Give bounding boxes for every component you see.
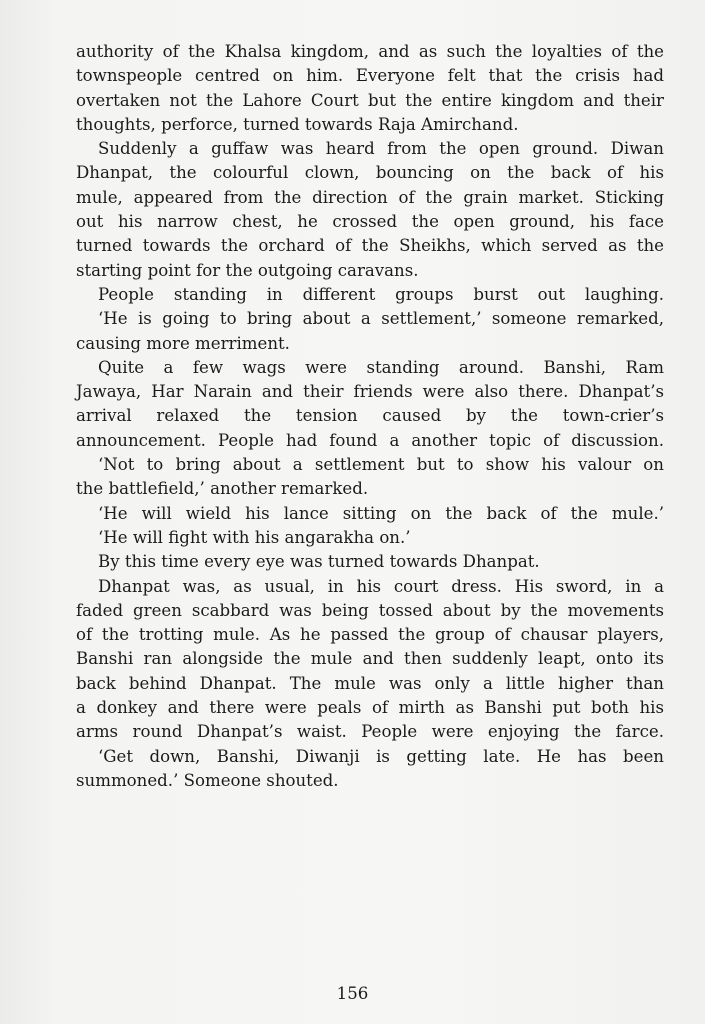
text-line: the battlefield,’ another remarked.	[76, 479, 369, 499]
text-line: arrival relaxed the tension caused by the town-crier’s	[76, 406, 664, 426]
text-line: mule, appeared from the direction of the grain market. Sticking	[76, 187, 664, 207]
text-line: Jawaya, Har Narain and their friends were also there. Dhanpat’s	[76, 382, 664, 402]
text-line: ‘He will fight with his angarakha on.’	[98, 527, 411, 547]
text-line: ‘He is going to bring about a settlement,’ someone remarked,	[98, 309, 664, 329]
text-line: announcement. People had found a another topic of discussion.	[76, 430, 664, 450]
text-line: ‘Get down, Banshi, Diwanji is getting late. He has been	[98, 746, 664, 766]
text-line: ‘Not to bring about a settlement but to show his valour on	[98, 455, 664, 475]
text-line: People standing in different groups burst out laughing.	[98, 284, 664, 304]
text-line: By this time every eye was turned towards Dhanpat.	[98, 552, 540, 572]
text-line: authority of the Khalsa kingdom, and as such the loyalties of the	[76, 42, 664, 61]
text-line: back behind Dhanpat. The mule was only a little higher than	[76, 673, 664, 693]
text-line: of the trotting mule. As he passed the group of chausar players,	[76, 625, 664, 645]
text-line: causing more merriment.	[76, 333, 290, 353]
page-number: 156	[336, 984, 369, 1003]
text-line: turned towards the orchard of the Sheikhs, which served as the	[76, 236, 664, 256]
text-line: Dhanpat, the colourful clown, bouncing on the back of his	[76, 163, 664, 183]
text-line: faded green scabbard was being tossed about by the movements	[76, 600, 664, 620]
text-line: Banshi ran alongside the mule and then suddenly leapt, onto its	[76, 649, 664, 669]
text-line: Quite a few wags were standing around. Banshi, Ram	[98, 357, 664, 377]
text-line: ‘He will wield his lance sitting on the back of the mule.’	[98, 503, 664, 523]
text-line: Suddenly a guffaw was heard from the open ground. Diwan	[98, 139, 664, 159]
text-line: summoned.’ Someone shouted.	[76, 770, 339, 790]
text-line: a donkey and there were peals of mirth as Banshi put both his	[76, 698, 664, 718]
text-line: starting point for the outgoing caravans.	[76, 260, 419, 280]
body-text	[76, 40, 664, 793]
text-line: thoughts, perforce, turned towards Raja Amirchand.	[76, 114, 519, 134]
text-line: arms round Dhanpat’s waist. People were enjoying the farce.	[76, 722, 664, 742]
text-line: townspeople centred on him. Everyone felt that the crisis had	[76, 66, 664, 86]
text-line: out his narrow chest, he crossed the open ground, his face	[76, 212, 664, 232]
text-line: overtaken not the Lahore Court but the entire kingdom and their	[76, 90, 664, 110]
text-line: Dhanpat was, as usual, in his court dress. His sword, in a	[98, 576, 664, 596]
